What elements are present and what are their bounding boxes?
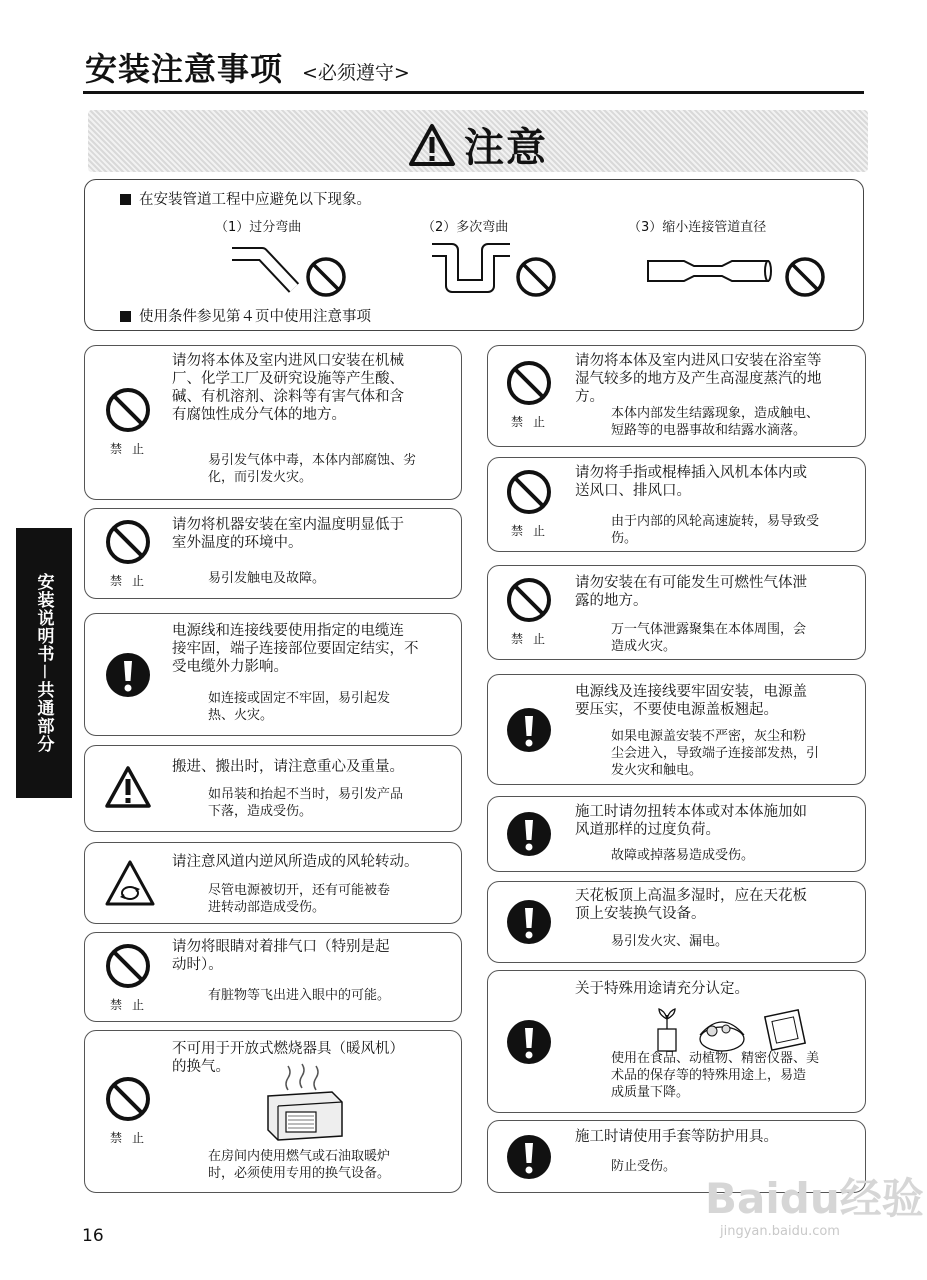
card-detail-text: 时，必须使用专用的换气设备。 — [208, 1166, 391, 1181]
card-main-text: 施工时请勿扭转本体或对本体施加如 — [575, 804, 807, 820]
card-main-text: 露的地方。 — [575, 593, 648, 609]
side-tab-text: 安装说明书－共通部分 — [33, 573, 54, 753]
prohibit-icon — [104, 386, 152, 438]
card-detail-text: 热、火灾。 — [208, 708, 274, 723]
card-detail-text: 短路等的电器事故和结露水滴落。 — [611, 423, 807, 438]
bullet-square — [120, 311, 131, 322]
prohibit-label: 禁止 — [110, 998, 155, 1012]
card-detail-text: 易引发触电及故障。 — [208, 571, 326, 586]
card-main-text: 有腐蚀性成分气体的地方。 — [172, 407, 346, 423]
card-main-text: 顶上安装换气设备。 — [575, 906, 706, 922]
caution-banner — [88, 110, 868, 172]
prohibit-icon — [104, 942, 152, 994]
bullet-square — [120, 194, 131, 205]
pipe-caption-2: （2）多次弯曲 — [422, 220, 509, 235]
page-number: 16 — [82, 1226, 104, 1246]
card-main-text: 请勿安装在有可能发生可燃性气体泄 — [575, 575, 807, 591]
pipe-caption-3: （3）缩小连接管道直径 — [628, 220, 767, 235]
watermark-url: jingyan.baidu.com — [720, 1224, 840, 1239]
prohibit-label: 禁止 — [511, 523, 556, 538]
card-main-text: 请注意风道内逆风所造成的风轮转动。 — [172, 854, 419, 870]
card-detail-text: 本体内部发生结露现象，造成触电、 — [611, 406, 820, 421]
card-main-text: 关于特殊用途请充分认定。 — [575, 981, 749, 997]
card-detail-text: 发火灾和触电。 — [611, 763, 703, 778]
card-main-text: 要压实，不要使电源盖板翘起。 — [575, 702, 778, 718]
prohibit-icon — [505, 468, 553, 520]
card-main-text: 方。 — [575, 389, 604, 405]
card-detail-text: 故障或掉落易造成受伤。 — [611, 848, 755, 863]
card-detail-text: 造成火灾。 — [611, 639, 677, 654]
card-main-text: 不可用于开放式燃烧器具（暖风机） — [172, 1041, 404, 1057]
banner-title: 注意 — [464, 125, 548, 171]
card-main-text: 搬进、搬出时，请注意重心及重量。 — [172, 759, 404, 775]
card-main-text: 室外温度的环境中。 — [172, 535, 303, 551]
card-detail-text: 如连接或固定不牢固，易引起发 — [208, 691, 391, 706]
card-main-text: 电源线及连接线要牢固安装，电源盖 — [575, 684, 807, 700]
card-main-text: 请勿将本体及室内进风口安装在机械 — [172, 353, 404, 369]
card-detail-text: 如果电源盖安装不严密，灰尘和粉 — [611, 729, 807, 744]
card-detail-text: 易引发火灾、漏电。 — [611, 934, 729, 949]
card-main-text: 受电缆外力影响。 — [172, 659, 288, 675]
card-detail-text: 如吊装和抬起不当时，易引发产品 — [208, 787, 404, 802]
card-main-text: 风道那样的过度负荷。 — [575, 822, 720, 838]
prohibit-label: 禁止 — [511, 415, 556, 429]
card-detail-text: 术品的保存等的特殊用途上，易造 — [611, 1068, 807, 1083]
prohibit-icon — [104, 518, 152, 570]
card-main-text: 请勿将手指或棍棒插入风机本体内或 — [575, 465, 807, 481]
pipe-caption-1: （1）过分弯曲 — [215, 220, 302, 235]
mandatory-icon — [104, 651, 152, 703]
card-detail-text: 伤。 — [611, 531, 638, 546]
card-main-text: 请勿将眼睛对着排气口（特别是起 — [172, 939, 390, 955]
pipe-bullet-2 — [120, 305, 371, 326]
multiple-bend-pipe-icon — [428, 238, 514, 298]
excessive-bend-pipe-icon — [228, 240, 300, 296]
card-detail-text: 万一气体泄露聚集在本体周围，会 — [611, 622, 807, 637]
heater-illustration — [258, 1062, 348, 1144]
prohibit-icon — [783, 255, 827, 299]
card-detail-text: 成质量下降。 — [611, 1085, 690, 1100]
card-main-text: 电源线和连接线要使用指定的电缆连 — [172, 623, 404, 639]
card-detail-text: 在房间内使用燃气或石油取暖炉 — [208, 1149, 391, 1164]
page-title: 安装注意事项 — [85, 50, 284, 88]
prohibit-icon — [505, 576, 553, 628]
card-detail-text: 由于内部的风轮高速旋转，易导致受 — [611, 514, 820, 529]
special-use-illustration — [650, 1005, 812, 1055]
card-detail-text: 有脏物等飞出进入眼中的可能。 — [208, 988, 391, 1003]
card-main-text: 厂、化学工厂及研究设施等产生酸、 — [172, 371, 404, 387]
pipe-bullet-1 — [120, 188, 371, 209]
prohibit-label: 禁止 — [511, 631, 556, 646]
card-main-text: 碱、有机溶剂、涂料等有害气体和含 — [172, 389, 404, 405]
mandatory-icon — [505, 810, 553, 862]
card-main-text: 接牢固，端子连接部位要固定结实，不 — [172, 641, 419, 657]
pipe-bullet-2-text: 使用条件参见第４页中使用注意事项 — [139, 309, 371, 325]
prohibit-label: 禁止 — [110, 1130, 155, 1145]
mandatory-icon — [505, 706, 553, 758]
prohibit-icon — [104, 1075, 152, 1127]
prohibit-icon — [505, 359, 553, 411]
card-main-text: 送风口、排风口。 — [575, 483, 691, 499]
card-detail-text: 尽管电源被切开，还有可能被卷 — [208, 883, 391, 898]
card-detail-text: 尘会进入，导致端子连接部发热，引 — [611, 746, 820, 761]
watermark-logo: Baidu经验 — [705, 1174, 924, 1223]
rotation-warning-icon — [104, 859, 156, 911]
card-main-text: 请勿将机器安装在室内温度明显低于 — [172, 517, 404, 533]
side-tab — [16, 528, 72, 798]
mandatory-icon — [505, 898, 553, 950]
mandatory-icon — [505, 1133, 553, 1185]
prohibit-label: 禁止 — [110, 574, 155, 588]
card-detail-text: 易引发气体中毒，本体内部腐蚀、劣 — [208, 453, 417, 468]
card-main-text: 请勿将本体及室内进风口安装在浴室等 — [575, 353, 822, 369]
prohibit-icon — [304, 255, 348, 299]
card-main-text: 湿气较多的地方及产生高湿度蒸汽的地 — [575, 371, 822, 387]
page-subtitle: <必须遵守> — [302, 62, 410, 84]
card-detail-text: 使用在食品、动植物、精密仪器、美 — [611, 1051, 820, 1066]
card-detail-text: 进转动部造成受伤。 — [208, 900, 326, 915]
pipe-bullet-1-text: 在安装管道工程中应避免以下现象。 — [139, 192, 371, 208]
warning-triangle-icon — [408, 123, 456, 167]
card-main-text: 施工时请使用手套等防护用具。 — [575, 1129, 778, 1145]
card-detail-text: 防止受伤。 — [611, 1159, 677, 1174]
warning-triangle-icon — [104, 765, 152, 813]
title-rule — [83, 91, 864, 94]
card-main-text: 天花板顶上高温多湿时，应在天花板 — [575, 888, 807, 904]
card-main-text: 动时）。 — [172, 957, 223, 973]
prohibit-label: 禁止 — [110, 441, 155, 456]
card-main-text: 的换气。 — [172, 1059, 230, 1075]
reduced-diameter-pipe-icon — [644, 258, 772, 284]
card-detail-text: 下落，造成受伤。 — [208, 804, 313, 819]
mandatory-icon — [505, 1018, 553, 1070]
prohibit-icon — [514, 255, 558, 299]
card-detail-text: 化，而引发火灾。 — [208, 470, 313, 485]
